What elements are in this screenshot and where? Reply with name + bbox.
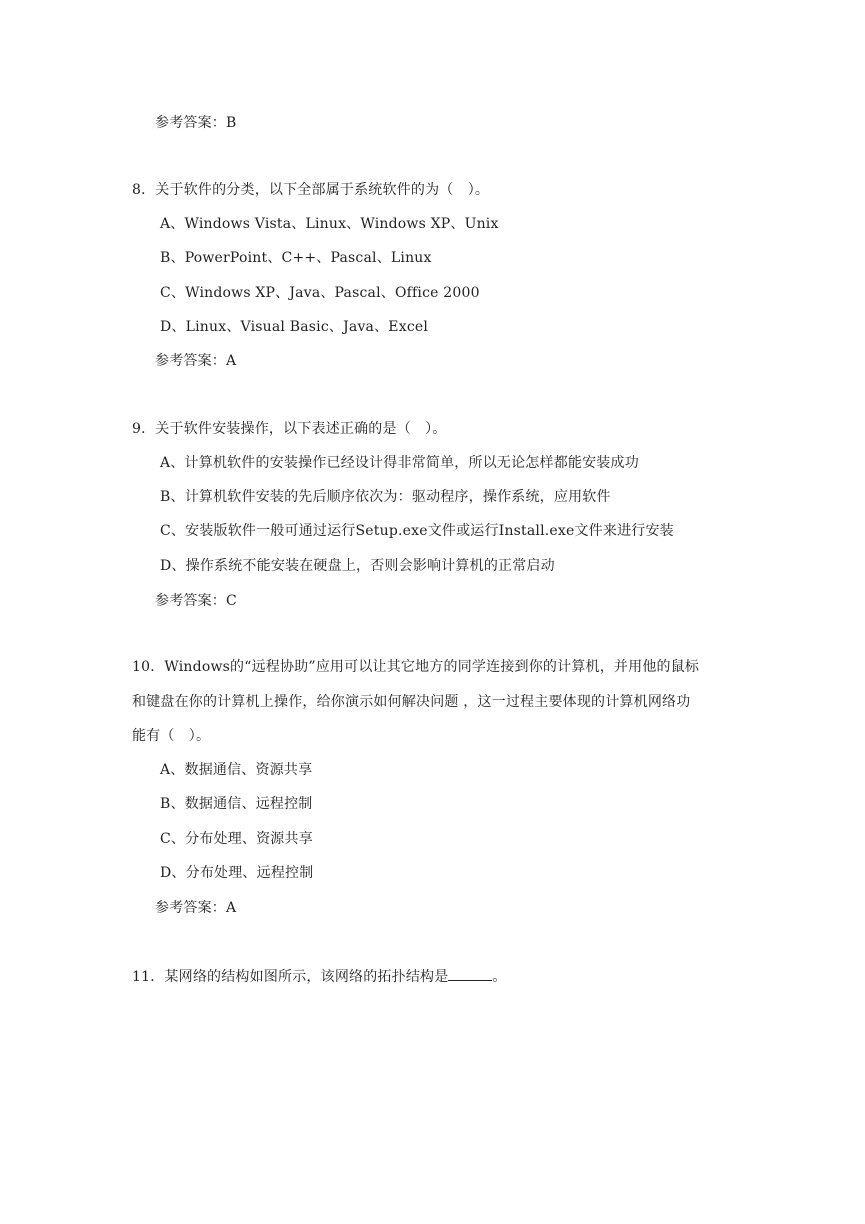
question-10-option-a: A、数据通信、资源共享 bbox=[160, 762, 313, 778]
question-8-option-c: C、Windows XP、Java、Pascal、Office 2000 bbox=[160, 285, 480, 301]
question-8-option-d: D、Linux、Visual Basic、Java、Excel bbox=[160, 319, 429, 335]
answer-q10: 参考答案：A bbox=[155, 900, 237, 916]
question-10-stem-line-1: 10．Windows的“远程协助”应用可以让其它地方的同学连接到你的计算机，并用他的鼠标 bbox=[132, 659, 700, 675]
question-10-option-b: B、数据通信、远程控制 bbox=[160, 796, 313, 812]
question-8-option-b: B、PowerPoint、C++、Pascal、Linux bbox=[160, 250, 432, 266]
question-10-stem-line-2: 和键盘在你的计算机上操作，给你演示如何解决问题 ，这一过程主要体现的计算机网络功 bbox=[132, 694, 691, 710]
question-9-option-c: C、安装版软件一般可通过运行Setup.exe文件或运行Install.exe文件来进行安装 bbox=[160, 523, 674, 539]
question-9-option-d: D、操作系统不能安装在硬盘上，否则会影响计算机的正常启动 bbox=[160, 558, 555, 574]
question-11-stem bbox=[132, 966, 507, 987]
question-9-option-a: A、计算机软件的安装操作已经设计得非常简单，所以无论怎样都能安装成功 bbox=[160, 455, 639, 471]
question-10-option-c: C、分布处理、资源共享 bbox=[160, 831, 313, 847]
question-8-option-a: A、Windows Vista、Linux、Windows XP、Unix bbox=[160, 216, 499, 232]
question-8-stem: 8．关于软件的分类，以下全部属于系统软件的为（ ）。 bbox=[132, 182, 490, 198]
question-11-stem-text: 11．某网络的结构如图所示，该网络的拓扑结构是 bbox=[132, 969, 449, 985]
answer-blank bbox=[448, 966, 492, 981]
question-9-stem: 9．关于软件安装操作，以下表述正确的是（ ）。 bbox=[132, 421, 447, 437]
question-9-option-b: B、计算机软件安装的先后顺序依次为：驱动程序，操作系统，应用软件 bbox=[160, 489, 611, 505]
question-11-stem-end: 。 bbox=[492, 969, 507, 985]
answer-q9: 参考答案：C bbox=[155, 593, 237, 609]
answer-q7: 参考答案：B bbox=[155, 115, 237, 131]
question-10-option-d: D、分布处理、远程控制 bbox=[160, 865, 314, 881]
answer-q8: 参考答案：A bbox=[155, 353, 237, 369]
question-10-stem-line-3: 能有（ ）。 bbox=[132, 728, 211, 744]
